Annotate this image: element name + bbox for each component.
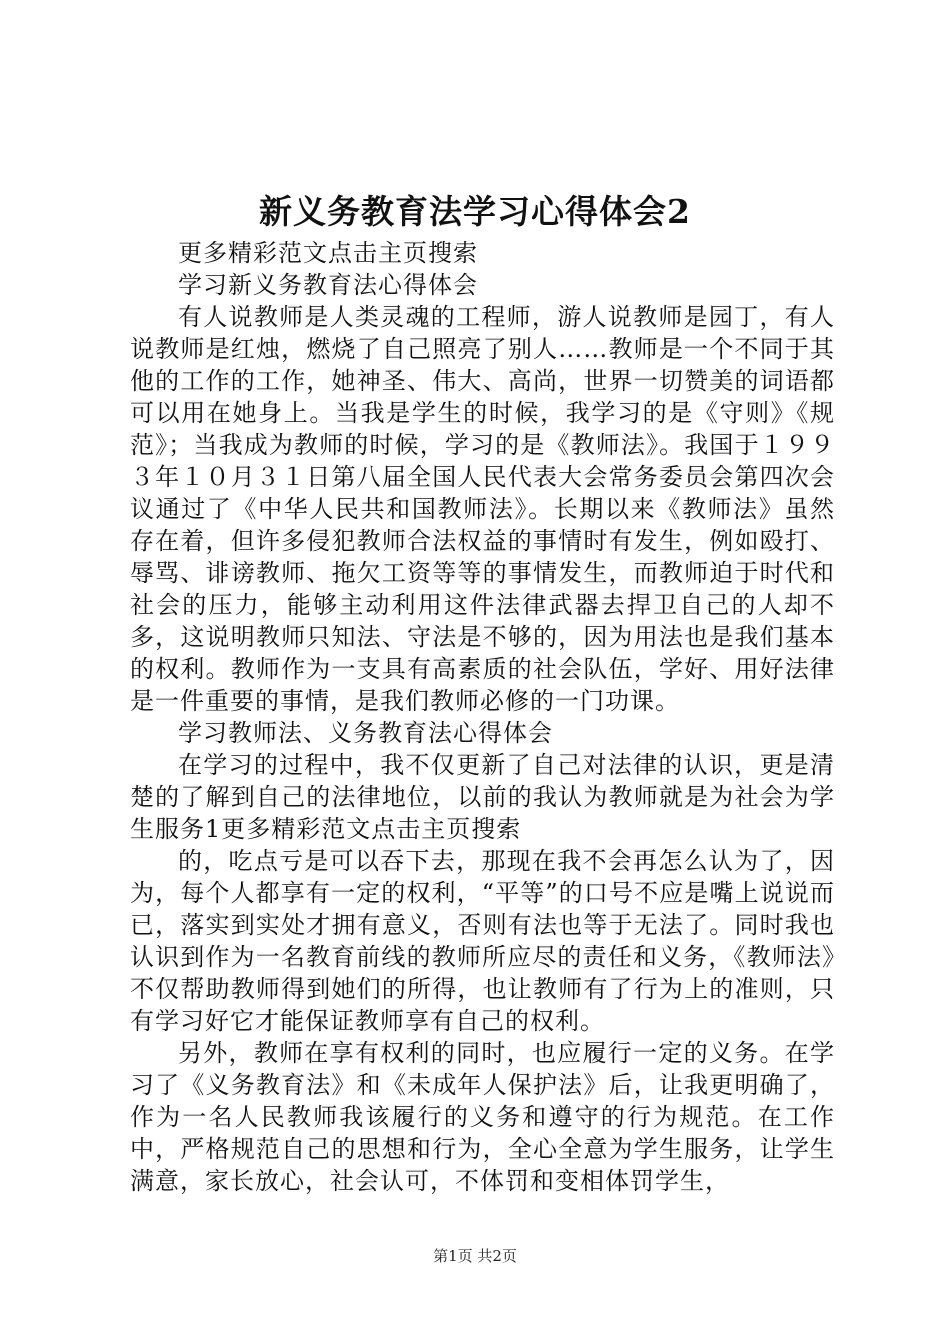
paragraph-4: 另外，教师在享有权利的同时，也应履行一定的义务。在学习了《义务教育法》和《未成年人保护法》后，让我更明确了，作为一名人民教师我该履行的义务和遵守的行为规范。在工作中，严格规范自己的思想和行为，全心全意为学生服务，让学生满意，家长放心，社会认可，不体罚和变相体罚学生，	[130, 1039, 835, 1195]
document-body	[130, 237, 835, 1197]
paragraph-promo: 更多精彩范文点击主页搜索	[178, 239, 478, 267]
paragraph-3: 的，吃点亏是可以吞下去，那现在我不会再怎么认为了，因为，每个人都享有一定的权利，“平等”的口号不应是嘴上说说而已，落实到实处才拥有意义，否则有法也等于无法了。同时我也认识到作为一名教育前线的教师所应尽的责任和义务，《教师法》不仅帮助教师得到她们的所得，也让教师有了行为上的准则，只有学习好它才能保证教师享有自己的权利。	[130, 847, 835, 1035]
paragraph-1: 有人说教师是人类灵魂的工程师，游人说教师是园丁，有人说教师是红烛，燃烧了自己照亮了别人……教师是一个不同于其他的工作的工作，她神圣、伟大、高尚，世界一切赞美的词语都可以用在她身上。当我是学生的时候，我学习的是《守则》《规范》；当我成为教师的时候，学习的是《教师法》。我国于１９９３年１０月３１日第八届全国人民代表大会常务委员会第四次会议通过了《中华人民共和国教师法》。长期以来《教师法》虽然存在着，但许多侵犯教师合法权益的事情时有发生，例如殴打、辱骂、诽谤教师、拖欠工资等等的事情发生，而教师迫于时代和社会的压力，能够主动利用这件法律武器去捍卫自己的人却不多，这说明教师只知法、守法是不够的，因为用法也是我们基本的权利。教师作为一支具有高素质的社会队伍，学好、用好法律是一件重要的事情，是我们教师必修的一门功课。	[130, 303, 835, 715]
paragraph-2: 在学习的过程中，我不仅更新了自己对法律的认识，更是清楚的了解到自己的法律地位，以前的我认为教师就是为社会为学生服务1更多精彩范文点击主页搜索	[130, 751, 835, 843]
paragraph-heading-1: 学习新义务教育法心得体会	[178, 271, 478, 299]
page-title: 新义务教育法学习心得体会2	[259, 192, 691, 231]
page-number-footer: 第1页 共2页	[433, 1247, 517, 1265]
paragraph-heading-2: 学习教师法、义务教育法心得体会	[178, 719, 553, 747]
